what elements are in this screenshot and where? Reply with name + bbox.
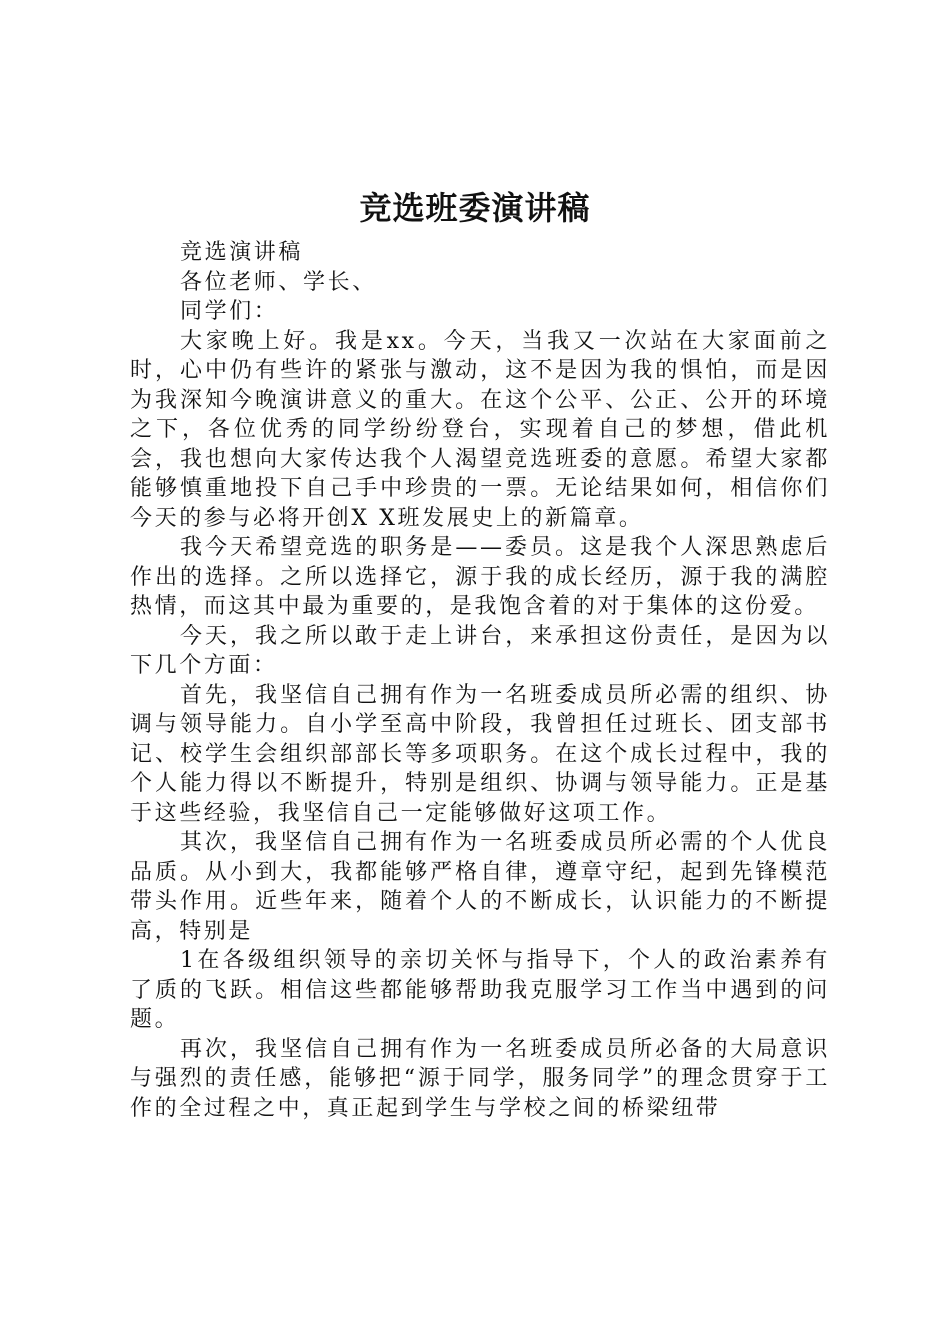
body-paragraph: 首先，我坚信自己拥有作为一名班委成员所必需的组织、协调与领导能力。自小学至高中阶段，我曾担任过班长、团支部书记、校学生会组织部部长等多项职务。在这个成长过程中，我的个人能力得以不断提升，特别是组织、协调与领导能力。正是基于这些经验，我坚信自己一定能够做好这项工作。 — [130, 682, 830, 826]
body-paragraph: 今天，我之所以敢于走上讲台，来承担这份责任，是因为以下几个方面： — [130, 623, 830, 678]
subtitle-paragraph: 竞选演讲稿 — [180, 240, 304, 265]
body-paragraph: 再次，我坚信自己拥有作为一名班委成员所必备的大局意识与强烈的责任感，能够把“源于同学，服务同学”的理念贯穿于工作的全过程之中，真正起到学生与学校之间的桥梁纽带 — [130, 1036, 830, 1121]
body-paragraph: 大家晚上好。我是xx。今天，当我又一次站在大家面前之时，心中仍有些许的紧张与激动，这不是因为我的惧怕，而是因为我深知今晚演讲意义的重大。在这个公平、公正、公开的环境之下，各位优秀的同学纷纷登台，实现着自己的梦想，借此机会，我也想向大家传达我个人渴望竞选班委的意愿。希望大家都能够慎重地投下自己手中珍贵的一票。无论结果如何，相信你们今天的参与必将开创X X班发展史上的新篇章。 — [130, 328, 830, 531]
document-title: 竞选班委演讲稿 — [359, 189, 591, 227]
body-paragraph: 其次，我坚信自己拥有作为一名班委成员所必需的个人优良品质。从小到大，我都能够严格自律，遵章守纪，起到先锋模范带头作用。近些年来，随着个人的不断成长，认识能力的不断提高，特别是 — [130, 830, 830, 944]
document-body — [130, 238, 830, 1123]
salutation-line: 各位老师、学长、 — [180, 269, 377, 295]
body-paragraph: 我今天希望竞选的职务是——委员。这是我个人深思熟虑后作出的选择。之所以选择它，源于我的成长经历，源于我的满腔热情，而这其中最为重要的，是我饱含着的对于集体的这份爱。 — [130, 535, 830, 619]
body-paragraph: 1在各级组织领导的亲切关怀与指导下，个人的政治素养有了质的飞跃。相信这些都能够帮助我克服学习工作当中遇到的问题。 — [130, 948, 830, 1032]
salutation-line: 同学们： — [180, 299, 279, 324]
